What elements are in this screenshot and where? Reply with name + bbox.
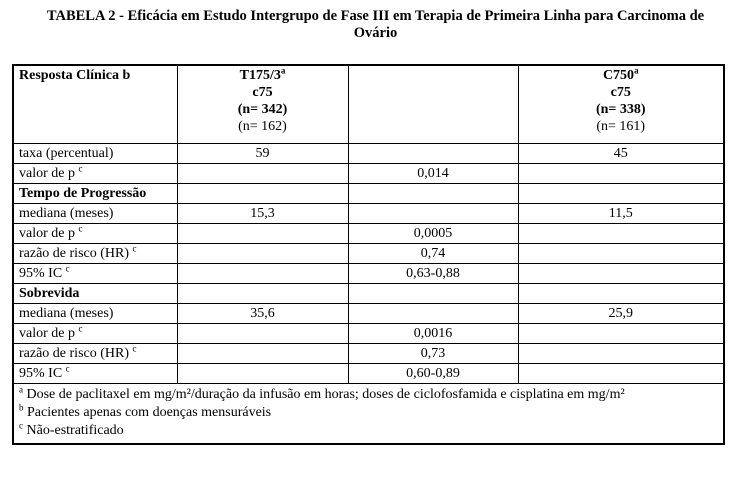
header-c750: C750$^a$ c75 (n= 338) (n= 161) bbox=[518, 65, 724, 144]
table-title-line2: Ovário bbox=[353, 25, 398, 41]
table-row bbox=[13, 264, 724, 284]
t175-value bbox=[177, 264, 348, 284]
table-row bbox=[13, 344, 724, 364]
row-label: taxa (percentual) bbox=[13, 144, 177, 164]
t175-value bbox=[177, 164, 348, 184]
table-row bbox=[13, 204, 724, 224]
section-label: Sobrevida bbox=[13, 284, 177, 304]
t175-value bbox=[177, 184, 348, 204]
row-label: valor de p $^c$ bbox=[13, 224, 177, 244]
comparison-value: 0,0005 bbox=[348, 224, 518, 244]
table-row bbox=[13, 324, 724, 344]
comparison-value: 0,63-0,88 bbox=[348, 264, 518, 284]
row-label: 95% IC $^c$ bbox=[13, 364, 177, 384]
c750-value bbox=[518, 284, 724, 304]
row-label: mediana (meses) bbox=[13, 304, 177, 324]
comparison-value: 0,60-0,89 bbox=[348, 364, 518, 384]
section-label: Tempo de Progressão bbox=[13, 184, 177, 204]
c750-value bbox=[518, 244, 724, 264]
t175-value bbox=[177, 224, 348, 244]
t175-value bbox=[177, 244, 348, 264]
table-title-line1: TABELA 2 - Eficácia em Estudo Intergrupo de Fase III em Terapia de Primeira Linha para Carcinoma de bbox=[46, 8, 705, 24]
c750-value bbox=[518, 324, 724, 344]
table-row bbox=[13, 144, 724, 164]
c750-value bbox=[518, 224, 724, 244]
c750-value bbox=[518, 184, 724, 204]
row-label: razão de risco (HR) $^c$ bbox=[13, 344, 177, 364]
c750-value bbox=[518, 344, 724, 364]
comparison-value: 0,014 bbox=[348, 164, 518, 184]
row-label: mediana (meses) bbox=[13, 204, 177, 224]
comparison-value bbox=[348, 204, 518, 224]
comparison-value: 0,0016 bbox=[348, 324, 518, 344]
t175-value bbox=[177, 344, 348, 364]
t175-value bbox=[177, 364, 348, 384]
c750-value bbox=[518, 264, 724, 284]
comparison-value bbox=[348, 144, 518, 164]
table-title bbox=[8, 8, 743, 42]
c750-value: 25,9 bbox=[518, 304, 724, 324]
footnote: $^b$ Pacientes apenas com doenças mensuráveis bbox=[19, 402, 272, 420]
header-t175: T175/3$^a$ c75 (n= 342) (n= 162) bbox=[177, 65, 348, 144]
c750-value bbox=[518, 164, 724, 184]
footnotes-cell bbox=[13, 384, 724, 445]
efficacy-table bbox=[12, 64, 725, 445]
t175-value bbox=[177, 324, 348, 344]
c750-value: 11,5 bbox=[518, 204, 724, 224]
table-body bbox=[13, 65, 724, 444]
row-label: razão de risco (HR) $^c$ bbox=[13, 244, 177, 264]
comparison-value bbox=[348, 284, 518, 304]
t175-value: 35,6 bbox=[177, 304, 348, 324]
header-middle-empty bbox=[348, 65, 518, 144]
t175-value: 15,3 bbox=[177, 204, 348, 224]
section-row bbox=[13, 284, 724, 304]
comparison-value: 0,74 bbox=[348, 244, 518, 264]
footnotes-row bbox=[13, 384, 724, 445]
comparison-value bbox=[348, 184, 518, 204]
t175-value bbox=[177, 284, 348, 304]
footnote: $^a$ Dose de paclitaxel em mg/m²/duração da infusão em horas; doses de ciclofosfamida e cisplatina em mg/m² bbox=[19, 384, 625, 402]
header-clinical-response: Resposta Clínica b bbox=[13, 65, 177, 144]
c750-value bbox=[518, 364, 724, 384]
table-row bbox=[13, 304, 724, 324]
section-row bbox=[13, 184, 724, 204]
comparison-value bbox=[348, 304, 518, 324]
footnote: $^c$ Não-estratificado bbox=[19, 420, 124, 438]
c750-value: 45 bbox=[518, 144, 724, 164]
table-row bbox=[13, 364, 724, 384]
table-row bbox=[13, 224, 724, 244]
t175-value: 59 bbox=[177, 144, 348, 164]
table-row bbox=[13, 244, 724, 264]
comparison-value: 0,73 bbox=[348, 344, 518, 364]
row-label: valor de p $^c$ bbox=[13, 324, 177, 344]
row-label: valor de p $^c$ bbox=[13, 164, 177, 184]
header-row bbox=[13, 65, 724, 144]
table-row bbox=[13, 164, 724, 184]
row-label: 95% IC $^c$ bbox=[13, 264, 177, 284]
